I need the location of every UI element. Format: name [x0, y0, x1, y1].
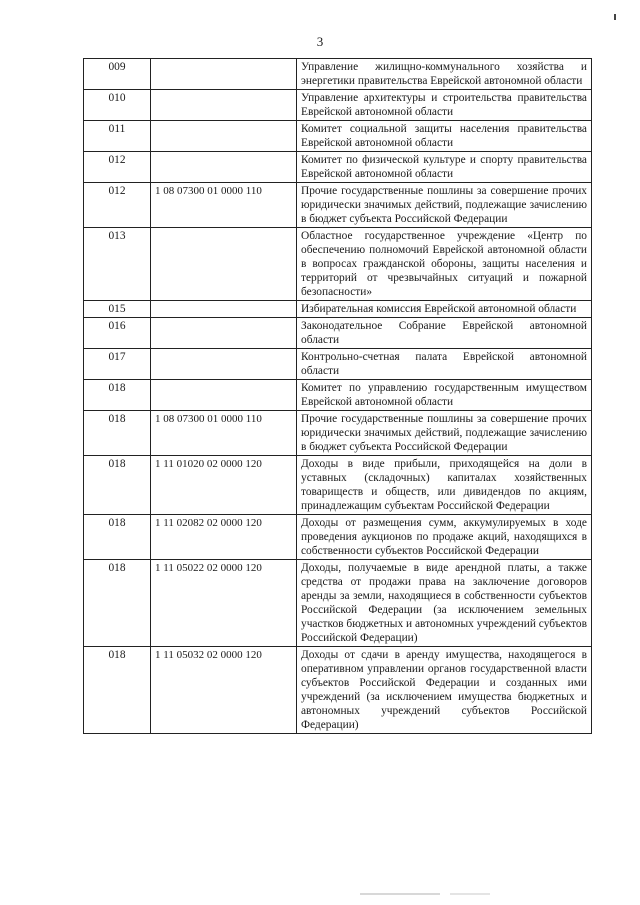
- budget-code-cell: [151, 152, 297, 183]
- description-cell: Прочие государственные пошлины за совершение прочих юридически значимых действий, подлежащие зачислению в бюджет субъекта Российской Федерации: [297, 183, 592, 228]
- description-cell: Законодательное Собрание Еврейской автономной области: [297, 318, 592, 349]
- scan-artifact: [450, 893, 490, 895]
- admin-code-cell: 018: [84, 647, 151, 734]
- admin-code-cell: 009: [84, 59, 151, 90]
- admin-code-cell: 018: [84, 411, 151, 456]
- budget-code-cell: [151, 301, 297, 318]
- budget-code-cell: 1 11 05022 02 0000 120: [151, 560, 297, 647]
- description-cell: Доходы в виде прибыли, приходящейся на доли в уставных (складочных) капиталах хозяйственных товариществ и обществ, или дивидендов по акциям, принадлежащим субъектам Российской Федерации: [297, 456, 592, 515]
- description-cell: Прочие государственные пошлины за совершение прочих юридически значимых действий, подлежащие зачислению в бюджет субъекта Российской Федерации: [297, 411, 592, 456]
- admin-code-cell: 015: [84, 301, 151, 318]
- description-cell: Управление архитектуры и строительства правительства Еврейской автономной области: [297, 90, 592, 121]
- description-cell: Доходы, получаемые в виде арендной платы, а также средства от продажи права на заключение договоров аренды за земли, находящиеся в собственности субъектов Российской Федерации (за исключением земельных участков бюджетных и автономных учреждений субъектов Российской Федерации): [297, 560, 592, 647]
- table-row: [84, 301, 592, 318]
- admin-code-cell: 016: [84, 318, 151, 349]
- table-row: [84, 515, 592, 560]
- description-cell: Избирательная комиссия Еврейской автономной области: [297, 301, 592, 318]
- description-cell: Комитет по физической культуре и спорту правительства Еврейской автономной области: [297, 152, 592, 183]
- table-row: [84, 349, 592, 380]
- description-cell: Комитет социальной защиты населения правительства Еврейской автономной области: [297, 121, 592, 152]
- description-cell: Контрольно-счетная палата Еврейской автономной области: [297, 349, 592, 380]
- budget-code-cell: 1 11 01020 02 0000 120: [151, 456, 297, 515]
- scan-artifact: [360, 893, 440, 895]
- table-row: [84, 152, 592, 183]
- budget-code-cell: 1 08 07300 01 0000 110: [151, 411, 297, 456]
- admin-code-cell: 018: [84, 560, 151, 647]
- budget-code-cell: [151, 318, 297, 349]
- admin-code-cell: 018: [84, 515, 151, 560]
- admin-code-cell: 012: [84, 183, 151, 228]
- table-row: [84, 183, 592, 228]
- table-row: [84, 380, 592, 411]
- table-row: [84, 121, 592, 152]
- page-number: 3: [316, 34, 324, 49]
- admin-code-cell: 018: [84, 380, 151, 411]
- description-cell: Доходы от сдачи в аренду имущества, находящегося в оперативном управлении органов государственной власти субъектов Российской Федерации и созданных ими учреждений (за исключением имущества бюджетных и автономных учреждений субъектов Российской Федерации): [297, 647, 592, 734]
- description-cell: Областное государственное учреждение «Центр по обеспечению полномочий Еврейской автономной области в вопросах гражданской обороны, защиты населения и территорий от чрезвычайных ситуаций и пожарной безопасности»: [297, 228, 592, 301]
- admin-code-cell: 013: [84, 228, 151, 301]
- table-row: [84, 411, 592, 456]
- budget-code-cell: [151, 121, 297, 152]
- admin-code-cell: 018: [84, 456, 151, 515]
- budget-code-cell: 1 11 02082 02 0000 120: [151, 515, 297, 560]
- table-row: [84, 228, 592, 301]
- budget-code-cell: [151, 228, 297, 301]
- admin-code-cell: 017: [84, 349, 151, 380]
- table-row: [84, 59, 592, 90]
- budget-code-cell: [151, 59, 297, 90]
- admin-code-cell: 012: [84, 152, 151, 183]
- table-row: [84, 560, 592, 647]
- budget-code-cell: [151, 90, 297, 121]
- description-cell: Комитет по управлению государственным имуществом Еврейской автономной области: [297, 380, 592, 411]
- scan-mark: [614, 14, 616, 20]
- table-row: [84, 318, 592, 349]
- budget-code-cell: 1 08 07300 01 0000 110: [151, 183, 297, 228]
- description-cell: Управление жилищно-коммунального хозяйства и энергетики правительства Еврейской автономной области: [297, 59, 592, 90]
- table-row: [84, 456, 592, 515]
- budget-code-cell: [151, 380, 297, 411]
- description-cell: Доходы от размещения сумм, аккумулируемых в ходе проведения аукционов по продаже акций, находящихся в собственности субъектов Российской Федерации: [297, 515, 592, 560]
- budget-code-cell: 1 11 05032 02 0000 120: [151, 647, 297, 734]
- table-row: [84, 647, 592, 734]
- budget-codes-table: [83, 58, 592, 734]
- admin-code-cell: 011: [84, 121, 151, 152]
- budget-code-cell: [151, 349, 297, 380]
- table-row: [84, 90, 592, 121]
- admin-code-cell: 010: [84, 90, 151, 121]
